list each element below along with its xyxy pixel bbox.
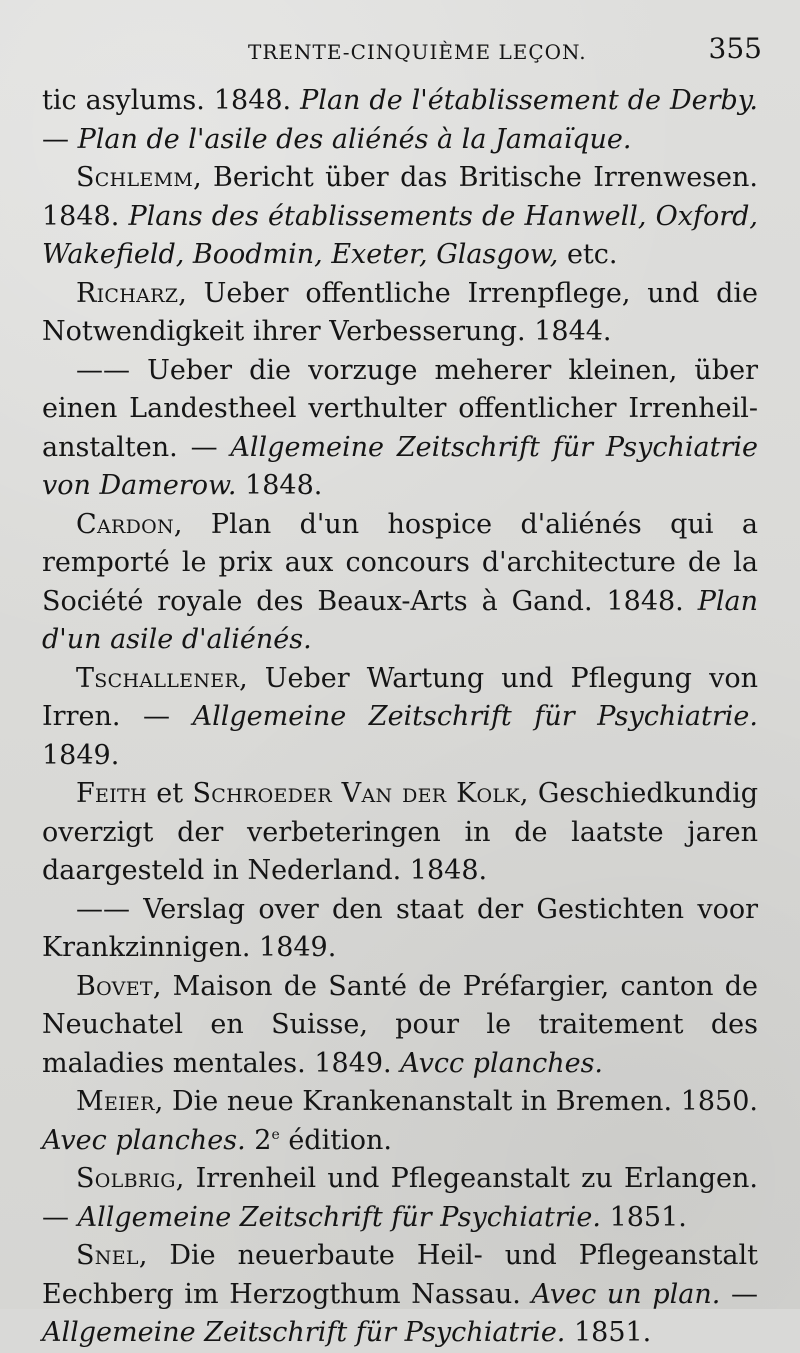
entry-text: et bbox=[146, 778, 193, 809]
bibliography-entry bbox=[42, 1237, 758, 1353]
bibliography-entry bbox=[42, 891, 758, 968]
author-name: Meier bbox=[76, 1086, 155, 1117]
bibliography-entry bbox=[42, 352, 758, 506]
entry-text: 1851. bbox=[565, 1317, 652, 1348]
page-header bbox=[0, 32, 800, 72]
entry-italic-text: Avcc planches. bbox=[400, 1047, 604, 1079]
bibliography-entry bbox=[42, 1160, 758, 1237]
entry-italic-text: Allgemeine Zeitschrift für Psychiatrie. bbox=[192, 701, 758, 732]
author-name: Schlemm bbox=[76, 162, 194, 193]
entry-text: , Geschiedkundig overzigt der verbeteringen in de laatste jaren daargesteld in Nederland. 1848. bbox=[42, 778, 758, 886]
bibliography-entry bbox=[42, 159, 758, 275]
entry-text: 1849. bbox=[42, 739, 120, 771]
author-name: Feith bbox=[76, 778, 147, 809]
running-title: TRENTE-CINQUIÈME LEÇON. bbox=[248, 40, 587, 64]
entry-italic-text: Plan de l'établissement de Derby. bbox=[300, 85, 759, 116]
entry-text: — bbox=[42, 123, 78, 155]
entry-italic-text: Plan d'un asile d'aliénés. bbox=[42, 585, 758, 655]
entry-text: , Irrenheil und Pflegeanstalt zu Erlangen. — bbox=[42, 1163, 758, 1233]
bibliography-entry bbox=[42, 968, 758, 1084]
entry-text: , Die neue Krankenanstalt in Bremen. 1850. bbox=[154, 1086, 758, 1117]
author-name: Tschallener bbox=[76, 662, 240, 694]
entry-italic-text: Plan de l'asile des aliénés à la Jamaïque. bbox=[77, 123, 632, 155]
entry-text: , Bericht über das Britische Irrenwesen. 1848. bbox=[42, 162, 758, 232]
bibliography-entry bbox=[42, 1083, 758, 1160]
entry-text: — bbox=[720, 1278, 758, 1310]
bibliography-entry bbox=[42, 275, 758, 352]
entry-text: , Maison de Santé de Préfargier, canton de Neuchatel en Suisse, pour le traitement des maladies mentales. 1849. bbox=[42, 970, 758, 1079]
entry-italic-text: Allgemeine Zeitschrift für Psychiatrie. bbox=[77, 1201, 601, 1233]
entry-text: etc. bbox=[558, 239, 618, 270]
entry-text: , Plan d'un hospice d'aliénés qui a remporté le prix aux concours d'architecture de la Société royale des Beaux-Arts à Gand. 1848. bbox=[42, 508, 758, 617]
author-name: Cardon bbox=[76, 508, 174, 540]
entry-text: —— Verslag over den staat der Gestichten voor Krankzinnigen. 1849. bbox=[42, 893, 758, 963]
superscript-text: e bbox=[271, 1126, 280, 1143]
author-name: Schroeder Van der Kolk bbox=[192, 778, 520, 809]
entry-text: tic asylums. 1848. bbox=[42, 85, 301, 116]
entry-italic-text: Plans des établissements de Hanwell, Oxford, Wakefield, Boodmin, Exeter, Glasgow, bbox=[42, 200, 758, 270]
bibliography-entry bbox=[42, 660, 758, 776]
entry-text: , Die neuerbaute Heil- und Pflegeanstalt Eechberg im Herzogthum Nassau. bbox=[42, 1240, 758, 1310]
entry-italic-text: Allgemeine Zeitschrift für Psychiatrie von Damerow. bbox=[42, 431, 759, 501]
author-name: Richarz bbox=[76, 277, 179, 309]
entry-text: —— Ueber die vorzuge meherer kleinen, über einen Landestheel verthulter offentlicher Irrenheil-anstalten. — bbox=[42, 354, 758, 463]
author-name: Bovet bbox=[76, 970, 153, 1002]
entry-italic-text: Allgemeine Zeitschrift für Psychiatrie. bbox=[42, 1317, 566, 1348]
entry-text: 1848. bbox=[236, 470, 323, 501]
bibliography-entry bbox=[42, 775, 758, 891]
entry-italic-text: Avec planches. bbox=[42, 1124, 246, 1156]
entry-text: , Ueber Wartung und Pflegung von Irren. — bbox=[42, 662, 758, 732]
entry-italic-text: Avec un plan. bbox=[531, 1278, 721, 1310]
page-body bbox=[42, 82, 758, 1353]
bibliography-continuation bbox=[42, 82, 758, 159]
page-number: 355 bbox=[708, 32, 762, 65]
entry-text: 1851. bbox=[600, 1201, 687, 1233]
bibliography-entry bbox=[42, 506, 758, 660]
author-name: Solbrig bbox=[76, 1163, 176, 1194]
entry-text: , Ueber offentliche Irrenpflege, und die Notwendigkeit ihrer Verbesserung. 1844. bbox=[42, 277, 758, 347]
entry-text: édition. bbox=[279, 1124, 392, 1156]
entry-text: 2 bbox=[245, 1124, 272, 1156]
author-name: Snel bbox=[76, 1240, 139, 1271]
